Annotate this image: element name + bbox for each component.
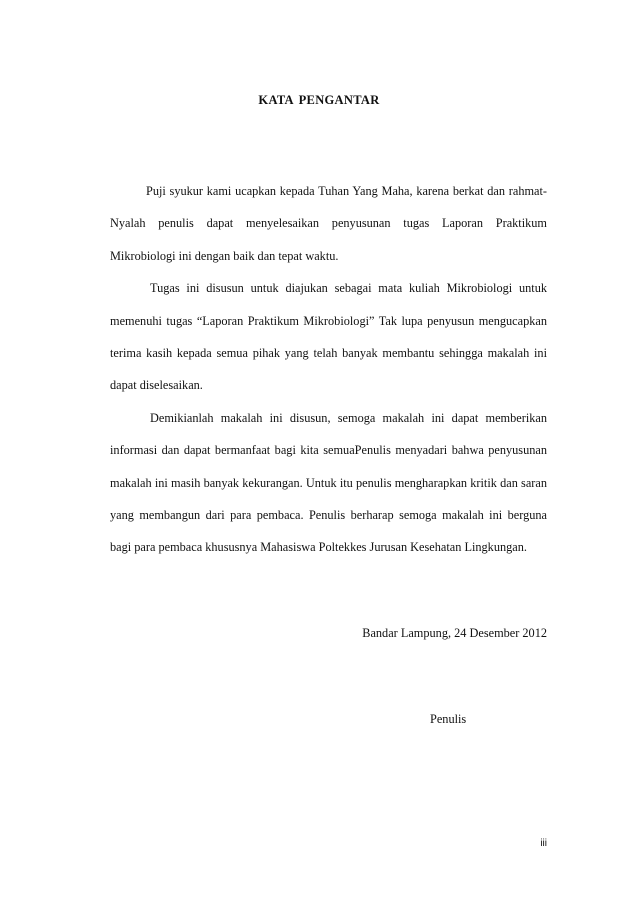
place-date: Bandar Lampung, 24 Desember 2012 bbox=[362, 626, 547, 640]
paragraph-closing: Demikianlah makalah ini disusun, semoga makalah ini dapat memberikan informasi dan dapat bermanfaat bagi kita semuaPenulis menyadari bahwa penyusunan makalah ini masih banyak kekurangan. Untuk itu penulis mengharapkan kritik dan saran yang membangun dari para pembaca. Penulis berharap semoga makalah ini berguna bagi para pembaca khususnya Mahasiswa Poltekkes Jurusan Kesehatan Lingkungan. bbox=[110, 410, 547, 555]
paragraph-intro: Puji syukur kami ucapkan kepada Tuhan Yang Maha, karena berkat dan rahmat-Nyalah penulis dapat menyelesaikan penyusunan tugas Laporan Praktikum Mikrobiologi ini dengan baik dan tepat waktu. bbox=[110, 184, 547, 263]
page-title: KATA PENGANTAR bbox=[258, 93, 380, 107]
paragraph-purpose: Tugas ini disusun untuk diajukan sebagai mata kuliah Mikrobiologi untuk memenuhi tugas “Laporan Praktikum Mikrobiologi” Tak lupa penyusun mengucapkan terima kasih kepada semua pihak yang telah banyak membantu sehingga makalah ini dapat diselesaikan. bbox=[110, 281, 547, 393]
body-text bbox=[110, 175, 547, 564]
page-number: iii bbox=[540, 838, 547, 849]
author-signature: Penulis bbox=[430, 712, 467, 726]
